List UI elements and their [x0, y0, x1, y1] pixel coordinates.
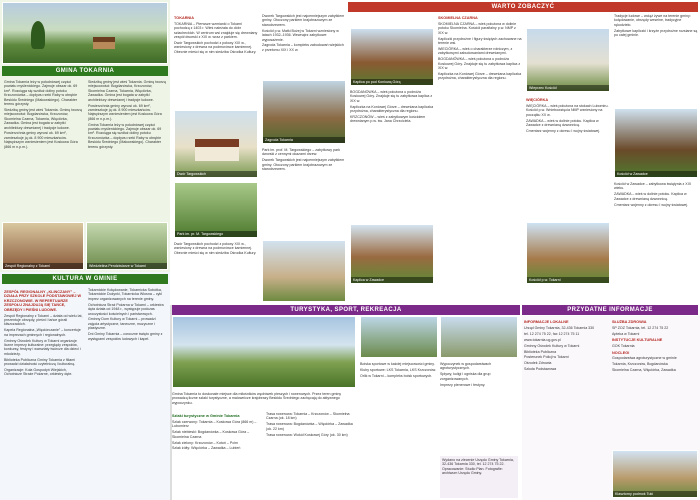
- warto-text-d: [174, 242, 258, 302]
- zagroda-photo: [262, 80, 346, 144]
- info-item: GOK Tokarnia: [612, 344, 635, 349]
- rekreacja-item: Spływy, kuligi i ogniska dla grup zorganizowanych.: [440, 372, 491, 381]
- subheading: SŁUŻBA ZDROWIA: [612, 320, 647, 324]
- gmina-text-right: [88, 80, 166, 220]
- warto-paragraph: Kapliczka na Koniowej Górze – drewniana kapliczka przydrożna, charakterystyczna dla regionu.: [350, 104, 434, 114]
- warto-paragraph: Zabytkowe kapliczki i krzyże przydrożne rozsiane są po całej gminie.: [614, 28, 698, 38]
- info-item: Urząd Gminy Tokarnia, 32-436 Tokarnia 330: [524, 325, 595, 330]
- panorama-photo: [172, 316, 356, 388]
- turystyka-intro: [172, 392, 356, 410]
- photo-caption: Kaplica po pod Koniową Górą: [351, 79, 433, 85]
- park-photo: [174, 182, 258, 238]
- info-item: Tokarnia, Krzczonów, Bogdanówka: [612, 362, 668, 367]
- rekreacja-text: [440, 362, 518, 452]
- info-item: Skomielna Czarna, Więciórka, Zawadka: [612, 368, 676, 373]
- rower-item: Trasa rowerowa: Bogdanówka – Więciórka – Zawadka (ok. 22 km): [266, 422, 353, 431]
- sport-photo-2: [440, 316, 518, 358]
- wiedzielina-photo: [86, 222, 168, 270]
- warto-paragraph: Kościół p.w. Matki Bożej w Tokarni wzniesiony w latach 1932–1936. Wewnątrz zabytkowe wyposażenie.: [262, 28, 339, 42]
- rowery-list: [266, 412, 356, 498]
- section-header-kultura: KULTURA W GMINIE: [2, 274, 168, 284]
- photo-caption: Wiedzielina Pendziwiarze w Tokarni: [87, 263, 167, 269]
- subheading: NOCLEGI: [612, 350, 630, 355]
- subheading: INFORMACJE LOKALNE: [524, 320, 569, 324]
- photo-caption: Zespół Regionalny z Tokarni: [3, 263, 83, 269]
- photo-caption: Klasztorny podmok Tuki: [613, 491, 697, 497]
- warto-paragraph: Dwór Targowskich pochodzi z połowy XIX w., wzniesiony z drewna na podmurówce kamiennej. Obecnie mieści się w nim siedziba Ośrodka Kultury.: [174, 242, 257, 255]
- landscape-photo: [2, 2, 168, 64]
- photo-caption: Park im. pr. M. Targowskiego: [175, 231, 257, 237]
- photo-caption: Kościół w Zawadce: [615, 171, 697, 177]
- subheading: ZESPÓŁ REGIONALNY „KLINCZANY” – DZIAŁA PRZY SZKOLE PODSTAWOWEJ W KRZCZONOWIE. W REPERTUARZE ZESPOŁU ZNAJDUJĄ SIĘ TAŃCE, OBRZĘDY I PIEŚNI LUDOWE.: [4, 290, 82, 312]
- szlak-item: Szlak czerwony: Tokarnia – Koskowa Góra (866 m) – Lubomierz: [172, 419, 257, 429]
- gmina-paragraph: Siedzibą gminy jest wieś Tokarnia. Gminę tworzą miejscowości: Bogdanówka, Krzczonów, Skomielna Czarna, Tokarnia, Więciórka, Zawadka. Gmina jest bogata w zabytki architektury drewnianej i tradycje ludowe.: [88, 80, 166, 102]
- kultura-extra: [170, 305, 172, 500]
- gmina-paragraph: Gmina Tokarnia leży w południowej części powiatu myślenickiego. Zajmuje obszar ok. 69 km². Rozciąga się wzdłuż doliny potoku Krzczonówka – dopływu rzeki Raby w obrębie Beskidu Średniego (Makowskiego). Charakter terenu górzysty.: [88, 122, 162, 149]
- warto-paragraph: WIECIÓRKA – wieś o charakterze rolniczym, z zabytkowymi zabudowaniami drewnianymi.: [438, 46, 513, 56]
- warto-paragraph: Zagroda Tokarnia – kompleks zabudowań wiejskich z przełomu XIX i XX w.: [262, 43, 344, 52]
- warto-paragraph: KRZCZONÓW – wieś z zabytkowym kościołem drewnianym p.w. św. Jana Chrzciciela.: [350, 115, 426, 124]
- gmina-paragraph: Powierzchnia gminy wynosi ok. 69 km², zamieszkuje ją ok. 8 900 mieszkańców. Najwyższym wzniesieniem jest Koskowa Góra (866 m n.p.m.).: [88, 103, 162, 121]
- sport-item: Orlik w Tokarni – kompleks boisk sportowych.: [360, 373, 433, 378]
- rekreacja-item: Wypoczynek w gospodarstwach agroturystycznych.: [440, 362, 492, 371]
- warto-text-e: [350, 90, 434, 220]
- informacje-panel: [522, 316, 700, 500]
- wieprzec-photo: [526, 28, 610, 92]
- warto-paragraph: Cmentarz wojenny z okresu I wojny światowej.: [614, 202, 689, 207]
- warto-paragraph: Dworek Targowskich jest najcenniejszym zabytkiem gminy. Otoczony parkiem krajobrazowym ze starodrzewem.: [262, 158, 345, 172]
- subheading: Szlaki turystyczne w Gminie Tokarnia: [172, 414, 240, 418]
- gmina-panel: [0, 0, 170, 272]
- warto-paragraph: BOGDANÓWKA – wieś położona u podnóża Koskowej Góry. Znajduje się tu zabytkowa kaplica z XIX w.: [350, 90, 433, 103]
- info-item: Apteka w Tokarni: [612, 331, 640, 336]
- photo-caption: Kaplica w Zawadce: [351, 277, 433, 283]
- info-item: Biblioteka Publiczna: [524, 349, 557, 354]
- warto-paragraph: Cmentarz wojenny z okresu I wojny światowej.: [526, 128, 601, 133]
- warto-paragraph: TOKARNIA – Pierwsze wzmianki o Tokarni pochodzą z 1403 r. Wieś należała do dóbr szlacheckich. W centrum wsi znajduje się drewniany zespół dworski z XIX w. wraz z parkiem.: [174, 21, 258, 40]
- kultura-panel: [0, 272, 170, 500]
- kultura-paragraph: Gminny Dom Kultury w Tokarni – prowadzi zajęcia artystyczne, taneczne, muzyczne i plastyczne.: [88, 317, 156, 331]
- kultura-paragraph: Zespół Regionalny z Tokarni – działa od wielu lat, prezentuje obrzędy, pieśni i tańce górali kliszczackich.: [4, 313, 83, 327]
- sport-item: Boiska sportowe w każdej miejscowości gminy.: [360, 362, 435, 366]
- middle-column: [170, 0, 348, 305]
- photo-caption: Wieprzec Kościół: [527, 85, 609, 91]
- subheading: WIĘCIÓRKA: [526, 98, 549, 102]
- kultura-paragraph: Ochotnicza Straż Pożarna w Tokarni – orkiestra dęta działa od 1948 r., występuje podczas uroczystości kościelnych i państwowych.: [88, 302, 164, 316]
- turystyka-paragraph: Gmina Tokarnia to doskonałe miejsce dla miłośników wędrówek pieszych i rowerowych. Przez teren gminy prowadzą liczne szlaki turystyczne, a malownicze krajobrazy Beskidu Średniego zachęcają do aktywnego wypoczynku.: [172, 392, 342, 405]
- kultura-paragraph: Kapela Regionalna „Więciórczanie” – koncertuje na imprezach gminnych i regionalnych.: [4, 328, 81, 337]
- manor-graphic: [195, 139, 239, 161]
- section-header-warto: WARTO ZOBACZYĆ: [348, 2, 698, 12]
- info-col-2: [612, 318, 698, 448]
- warto-paragraph: BOGDANÓWKA – wieś położona u podnóża Koskowej Góry. Znajduje się tu zabytkowa kaplica z XIX w.: [438, 57, 521, 71]
- section-header-turystyka: TURYSTYKA, SPORT, REKREACJA: [172, 305, 520, 315]
- info-item: SP ZOZ Tokarnia, tel. 12 274 75 22: [612, 325, 669, 330]
- zawadka-photo: [350, 224, 434, 284]
- warto-paragraph: Kapliczki przydrożne i figury świętych zachowane na terenie wsi.: [438, 36, 522, 46]
- kultura-paragraph: Dni Gminy Tokarnia – coroczne święto gminy z występami zespołów ludowych i kapel.: [88, 332, 163, 341]
- warto-text-i: [614, 182, 698, 284]
- warto-paragraph: WIĘCIÓRKA – wieś położona na stokach Lubomiru. Kościół p.w. Wniebowzięcia NMP wzniesiony na początku XX w.: [526, 103, 609, 117]
- warto-paragraph: Kościół w Zawadce – zabytkowa świątynia z XIX wieku.: [614, 182, 692, 191]
- rower-item: Trasa rowerowa: Tokarnia – Krzczonów – Skomielna Czarna (ok. 18 km): [266, 412, 350, 421]
- sport-item: Kluby sportowe: LKS Tokarnia, LKS Krzczonów.: [360, 367, 437, 372]
- szlak-item: Szlak zielony: Krzczonów – Kotoń – Pcim: [172, 440, 238, 445]
- info-item: Szkoła Podstawowa: [524, 367, 557, 372]
- szlak-item: Szlak niebieski: Bogdanówka – Koskowa Góra – Skomielna Czarna: [172, 430, 250, 439]
- rower-item: Trasa rowerowa: Wokół Koskowej Góry (ok. 30 km): [266, 432, 348, 437]
- subheading: SKOMIELNA CZARNA: [438, 16, 478, 20]
- section-header-informacje: PRZYDATNE INFORMACJE: [522, 305, 698, 315]
- warto-columns: [348, 12, 700, 305]
- footer-note: [440, 456, 518, 498]
- kosciol-tokarnia-photo: [526, 222, 610, 284]
- warto-paragraph: Park im. prof. M. Targowskiego – zabytkowy park dworski z cennymi okazami drzew.: [262, 148, 341, 157]
- tree-graphic: [31, 21, 45, 49]
- sport-photo-1: [360, 316, 438, 358]
- warto-paragraph: ZAWADKA – wieś w dolinie potoku. Kaplica w Zawadce z drewnianą dzwonnicą.: [526, 118, 599, 128]
- footer-paragraph: Wydano na zlecenie Urzędu Gminy Tokarnia, 32-436 Tokarnia 330, tel. 12 274 75 22. Opracowanie: Studio Plan. Fotografie: archiwum Urzędu Gminy.: [442, 458, 514, 476]
- kultura-paragraph: Gminny Ośrodek Kultury w Tokarni organizuje liczne imprezy kulturalne: przeglądy zespołów, konkursy, festyny i warsztaty twórcze dla dzieci i młodzieży.: [4, 338, 81, 356]
- info-item: Posterunek Policji w Tokarni: [524, 355, 569, 360]
- gmina-paragraph: Siedzibą gminy jest wieś Tokarnia. Gminę tworzą miejscowości: Bogdanówka, Krzczonów, Skomielna Czarna, Tokarnia, Więciórka, Zawadka. Gmina jest bogata w zabytki architektury drewnianej i tradycje ludowe.: [4, 107, 82, 130]
- photo-caption: Dwór Targowskich: [175, 171, 257, 177]
- gmina-paragraph: Gmina Tokarnia leży w południowej części powiatu myślenickiego. Zajmuje obszar ok. 69 km². Rozciąga się wzdłuż doliny potoku Krzczonówka – dopływu rzeki Raby w obrębie Beskidu Średniego (Makowskiego). Charakter terenu górzysty.: [4, 80, 78, 107]
- warto-paragraph: Dwór Targowskich pochodzi z połowy XIX w., wzniesiony z drewna na podmurówce kamiennej. Obecnie mieści się w nim siedziba Ośrodka Kultury.: [174, 41, 257, 54]
- warto-paragraph: Tradycje ludowe – wciąż żywe na terenie gminy: kolędowanie, obrzędy weselne, tradycyjne rękodzieło.: [614, 14, 691, 27]
- warto-paragraph: Kapliczka na Koniowej Górze – drewniana kapliczka przydrożna, charakterystyczna dla regionu.: [438, 71, 522, 81]
- kultura-paragraph: Tokarnickie Kolędowanie, Tokarnicka Sobótka, Tokarnickie Dożynki, Tokarnicka Wiosna – cykl imprez organizowanych na terenie gminy.: [88, 288, 163, 301]
- info-item: Gminny Ośrodek Kultury w Tokarni: [524, 343, 580, 348]
- warto-paragraph: SKOMIELNA CZARNA – wieś położona w dolinie potoku Skomielna. Kościół parafialny p.w. NMP z XIX w.: [438, 21, 517, 35]
- info-item: tel. 12 274 75 22, fax 12 274 75 11: [524, 331, 580, 336]
- kultura-text: [4, 288, 84, 496]
- section-header-gmina: GMINA TOKARNIA: [2, 66, 168, 76]
- rekreacja-item: Imprezy plenerowe i festyny.: [440, 382, 486, 387]
- photo-caption: Kościół p.w. Tokarni: [527, 277, 609, 283]
- warto-text-g: [526, 96, 610, 216]
- turystyka-panel: [172, 316, 520, 500]
- info-col-1: [524, 318, 610, 498]
- dwor-small-photo: [262, 240, 346, 302]
- szlak-item: Szlak żółty: Więciórka – Zawadka – Lubień: [172, 446, 241, 451]
- kosciol-zawadka-photo: [614, 108, 698, 178]
- gmina-paragraph: Powierzchnia gminy wynosi ok. 69 km², zamieszkuje ją ok. 8 900 mieszkańców. Najwyższym wzniesieniem jest Koskowa Góra (866 m n.p.m.).: [4, 131, 78, 149]
- zespol-photo: [2, 222, 84, 270]
- house-graphic: [93, 37, 115, 49]
- info-item: www.tokarnia.ug.gov.pl: [524, 337, 561, 342]
- kultura-text-right: [88, 288, 166, 496]
- gmina-text: [4, 80, 84, 220]
- info-item: Ośrodek Zdrowia: [524, 361, 552, 366]
- warto-text-a: [174, 14, 258, 109]
- subheading: INSTYTUCJE KULTURALNE: [612, 338, 663, 343]
- kultura-paragraph: Organizacje: Koła Gospodyń Wiejskich, Ochotnicze Straże Pożarne, orkiestry dęte.: [4, 368, 73, 377]
- dwor-photo: [174, 110, 258, 178]
- info-item: Gospodarstwa agroturystyczne w gminie: [612, 356, 677, 361]
- warto-text-c: [262, 148, 346, 238]
- warto-paragraph: Dworek Targowskich jest najcenniejszym zabytkiem gminy. Otoczony parkiem krajobrazowym ze starodrzewem.: [262, 14, 345, 27]
- kapliczka-photo: [350, 28, 434, 86]
- warto-paragraph: ZAWADKA – wieś w dolinie potoku. Kaplica w Zawadce z drewnianą dzwonnicą.: [614, 192, 687, 201]
- warto-text-h: [614, 14, 698, 104]
- sport-text: [360, 362, 438, 498]
- warto-text-f: [438, 14, 522, 284]
- kultura-paragraph: Biblioteka Publiczna Gminy Tokarnia z filiami prowadzi działalność czytelniczą i kulturalną.: [4, 357, 76, 367]
- subheading: TOKARNIA: [174, 16, 194, 20]
- klasztor-photo: [612, 450, 698, 498]
- photo-caption: Zagroda Tokarnia: [263, 137, 345, 143]
- szlaki-list: [172, 412, 262, 498]
